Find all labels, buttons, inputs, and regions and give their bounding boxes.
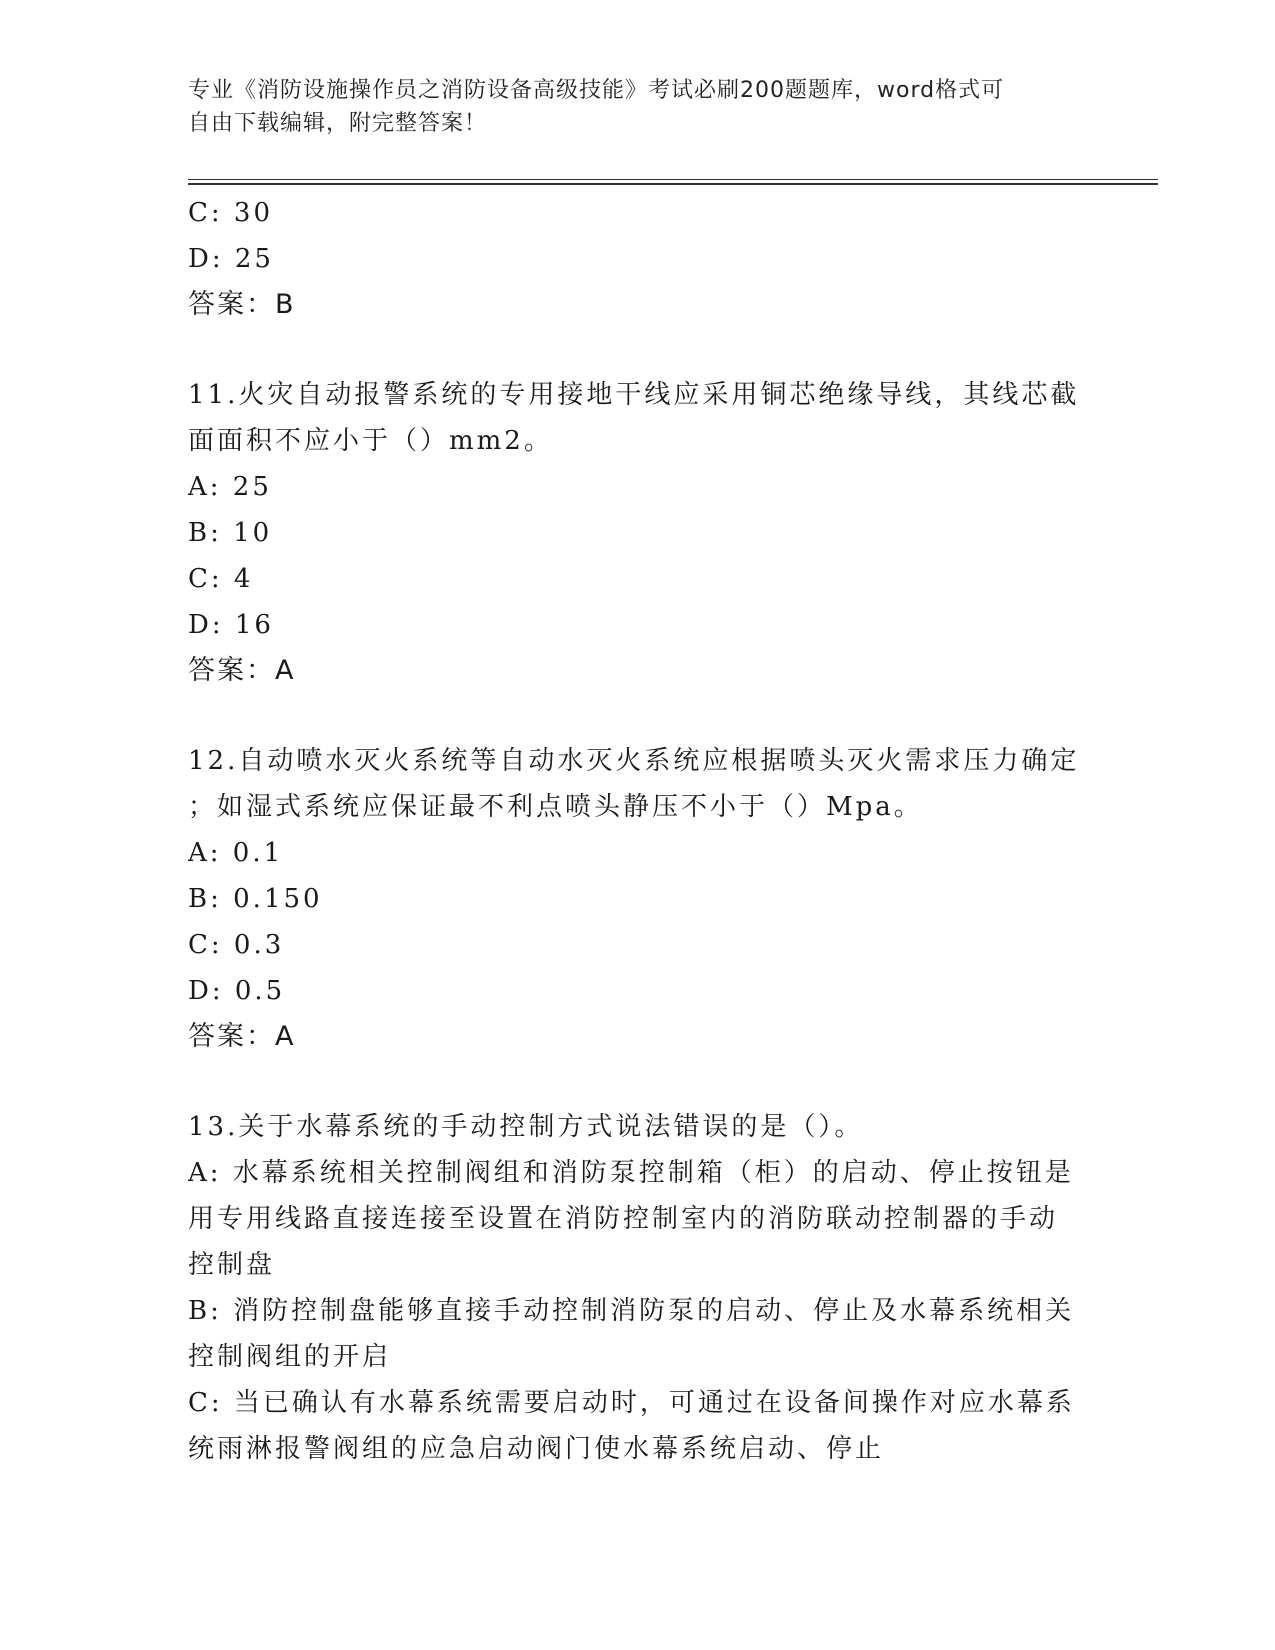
q12-option-d: D: 0.5	[188, 976, 286, 1006]
q10-answer: 答案：B	[188, 289, 296, 320]
q11-option-a: A: 25	[188, 472, 272, 502]
q12-answer: 答案：A	[188, 1021, 296, 1052]
q11-option-c: C: 4	[188, 564, 254, 594]
question-12	[188, 738, 1088, 1060]
header-line-1: 专业《消防设施操作员之消防设备高级技能》考试必刷200题题库，word格式可	[188, 78, 1005, 103]
q10-option-c: C: 30	[188, 198, 274, 228]
spacer	[188, 1060, 1088, 1104]
question-10-tail	[188, 190, 1088, 328]
q11-text-line-2: 面面积不应小于（）mm2。	[188, 426, 553, 456]
q12-text-line-2: ；如湿式系统应保证最不利点喷头静压不小于（）Mpa。	[188, 792, 923, 822]
q13-option-c-line-1: C: 当已确认有水幕系统需要启动时，可通过在设备间操作对应水幕系	[188, 1388, 1075, 1418]
header-divider-thick	[188, 183, 1158, 185]
q11-option-b: B: 10	[188, 518, 273, 548]
document-header	[188, 74, 1088, 140]
q11-answer: 答案：A	[188, 655, 296, 686]
q12-option-c: C: 0.3	[188, 930, 285, 960]
q13-option-a-line-1: A: 水幕系统相关控制阀组和消防泵控制箱（柜）的启动、停止按钮是	[188, 1158, 1074, 1188]
header-divider-thin	[188, 179, 1158, 180]
spacer	[188, 328, 1088, 372]
q13-option-a-line-3: 控制盘	[188, 1250, 276, 1280]
q11-option-d: D: 16	[188, 610, 274, 640]
q11-text-line-1: 11.火灾自动报警系统的专用接地干线应采用铜芯绝缘导线，其线芯截	[188, 380, 1080, 410]
question-13	[188, 1104, 1088, 1472]
q12-option-b: B: 0.150	[188, 884, 323, 914]
q13-option-c-line-2: 统雨淋报警阀组的应急启动阀门使水幕系统启动、停止	[188, 1434, 885, 1464]
q10-option-d: D: 25	[188, 244, 274, 274]
q12-option-a: A: 0.1	[188, 838, 284, 868]
q13-text-line-1: 13.关于水幕系统的手动控制方式说法错误的是（）。	[188, 1112, 864, 1142]
header-line-2: 自由下载编辑，附完整答案！	[188, 111, 488, 136]
q12-text-line-1: 12.自动喷水灭火系统等自动水灭火系统应根据喷头灭火需求压力确定	[188, 746, 1080, 776]
q13-option-a-line-2: 用专用线路直接连接至设置在消防控制室内的消防联动控制器的手动	[188, 1204, 1059, 1234]
question-content	[188, 190, 1088, 1472]
question-11	[188, 372, 1088, 694]
spacer	[188, 694, 1088, 738]
q13-option-b-line-2: 控制阀组的开启	[188, 1342, 392, 1372]
q13-option-b-line-1: B: 消防控制盘能够直接手动控制消防泵的启动、停止及水幕系统相关	[188, 1296, 1075, 1326]
